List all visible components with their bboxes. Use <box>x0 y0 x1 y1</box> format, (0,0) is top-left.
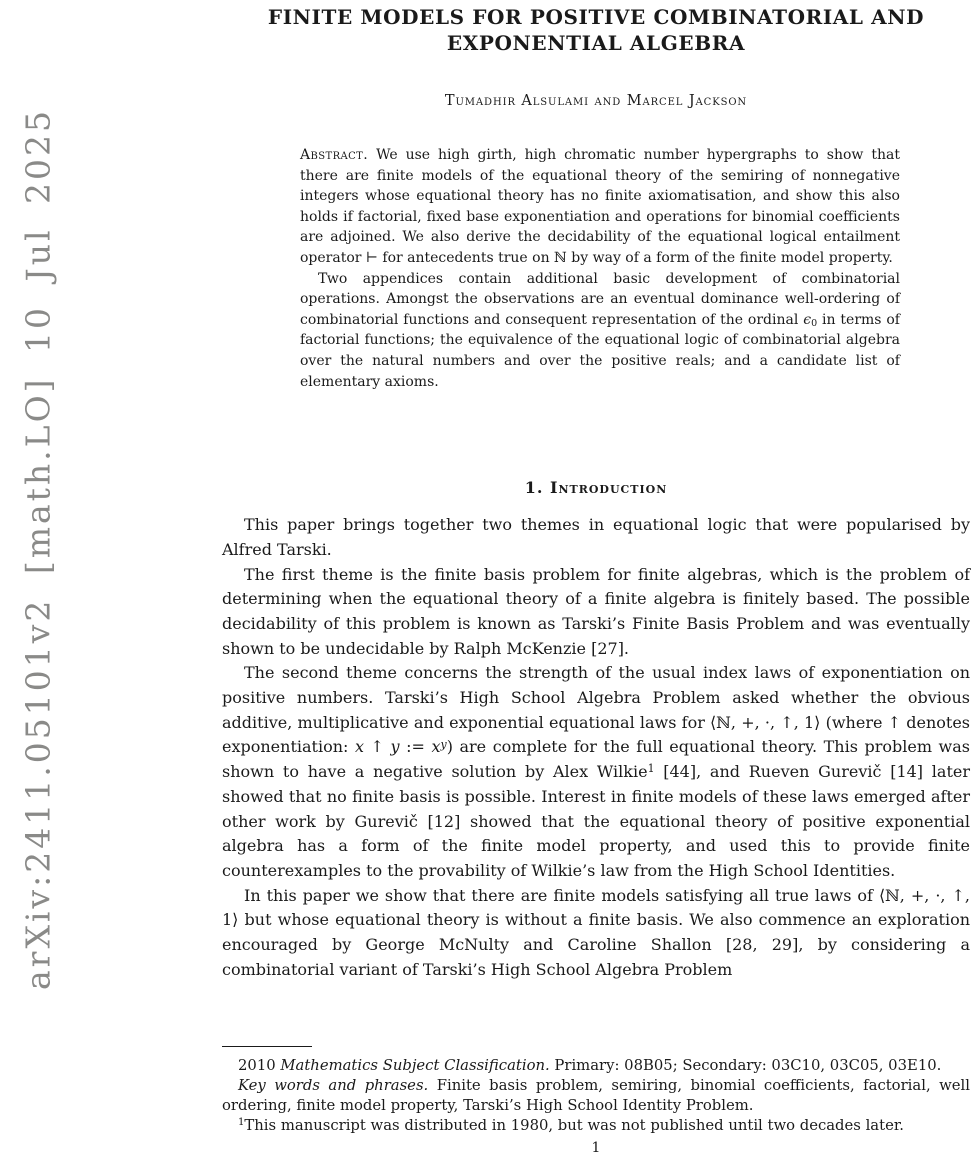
intro-paragraph-4 <box>222 884 970 983</box>
footnotes-section <box>222 1046 970 1136</box>
text-run: In this paper we show that there are finite models satisfying all true laws of ⟨ℕ, +, ·, ↑, 1⟩ but whose equational theory is without a finite basis. We also commence an exploration encouraged by George McNulty and Caroline Shallon [28, 29], by considering a combinatorial variant of Tarski’s High School Algebra Problem <box>222 885 970 979</box>
text-run: Abstract. <box>300 147 369 163</box>
abstract-paragraph-1 <box>300 145 900 269</box>
text-run: in terms of factorial functions; the equivalence of the equational logic of combinatorial algebra over the natural numbers and over the positive reals; and a candidate list of elementary axioms. <box>300 311 900 390</box>
text-run: Mathematics Subject Classification. <box>280 1057 550 1074</box>
text-run: ) are complete for the full equational theory. This problem was shown to have a negative solution by Alex Wilkie <box>222 737 970 782</box>
text-run: x <box>354 737 364 757</box>
text-run: ↑ <box>364 737 391 757</box>
intro-paragraph-1 <box>222 513 970 562</box>
text-run: := <box>399 737 432 757</box>
section-heading-introduction: 1. Introduction <box>524 478 668 498</box>
footnote-manuscript <box>222 1116 970 1136</box>
text-run: y <box>440 737 447 751</box>
page-number: 1 <box>591 1140 601 1156</box>
text-run: y <box>390 737 400 757</box>
text-run: ϵ <box>803 311 812 328</box>
text-run: Key words and phrases. <box>238 1077 429 1094</box>
footnote-msc <box>222 1056 970 1076</box>
text-run: The first theme is the finite basis problem for finite algebras, which is the problem of determining when the equational theory of a finite algebra is finitely based. The possible decidability of this problem is known as Tarski’s Finite Basis Problem and was eventually shown to be undecidable by Ralph McKenzie [27]. <box>222 564 970 658</box>
paper-content <box>222 0 970 982</box>
text-run: 1 <box>238 1117 245 1129</box>
text-run: Primary: 08B05; Secondary: 03C10, 03C05, 03E10. <box>549 1057 942 1074</box>
abstract-paragraph-2 <box>300 269 900 393</box>
text-run: [44], and Rueven Gurevič [14] later showed that no finite basis is possible. Interest in finite models of these laws emerged after other work by Gurevič [12] showed that the equational theory of positive exponential algebra has a form of the finite model property, and used this to provide finite counterexamples to the provability of Wilkie’s law from the High School Identities. <box>222 762 971 880</box>
intro-paragraph-2 <box>222 563 970 662</box>
text-run: 2010 <box>238 1057 281 1074</box>
text-run: 1 <box>647 762 655 776</box>
text-run: x <box>431 737 441 757</box>
text-run: Two appendices contain additional basic development of combinatorial operations. Amongst the observations are an eventual dominance well-ordering of combinatorial functions and consequent representation of the ordinal <box>300 270 900 328</box>
arxiv-watermark: arXiv:2411.05101v2 [math.LO] 10 Jul 2025 <box>18 107 58 991</box>
text-run: This paper brings together two themes in equational logic that were popularised by Alfred Tarski. <box>222 515 970 559</box>
footnote-rule <box>222 1046 312 1047</box>
abstract-section <box>300 145 900 392</box>
paper-title-line2: EXPONENTIAL ALGEBRA <box>446 31 746 55</box>
text-run: We use high girth, high chromatic number hypergraphs to show that there are finite models of the equational theory of the semiring of nonnegative integers whose equational theory has no finite axiomatisation, and show this also holds if factorial, fixed base exponentiation and operations for binomial coefficients are adjoined. We also derive the decidability of the equational logical entailment operator ⊢ for antecedents true on ℕ by way of a form of the finite model property. <box>300 147 900 266</box>
text-run: This manuscript was distributed in 1980, but was not published until two decades later. <box>244 1117 904 1134</box>
paper-title-line1: FINITE MODELS FOR POSITIVE COMBINATORIAL AND <box>267 5 925 29</box>
paper-authors: Tumadhir Alsulami and Marcel Jackson <box>444 93 748 109</box>
intro-paragraph-3 <box>222 661 970 883</box>
text-run: 0 <box>811 318 818 330</box>
footnote-keywords <box>222 1076 970 1116</box>
text-run: The second theme concerns the strength of the usual index laws of exponentiation on positive numbers. Tarski’s High School Algebra Problem asked whether the obvious additive, multiplicative and exponential equational laws for ⟨ℕ, +, ·, ↑, 1⟩ (where ↑ denotes exponentiation: <box>222 663 970 757</box>
text-run: Finite basis problem, semiring, binomial coefficients, factorial, well ordering, finite model property, Tarski’s High School Identity Problem. <box>222 1077 970 1114</box>
paper-title <box>222 0 970 56</box>
introduction-body <box>222 513 970 982</box>
